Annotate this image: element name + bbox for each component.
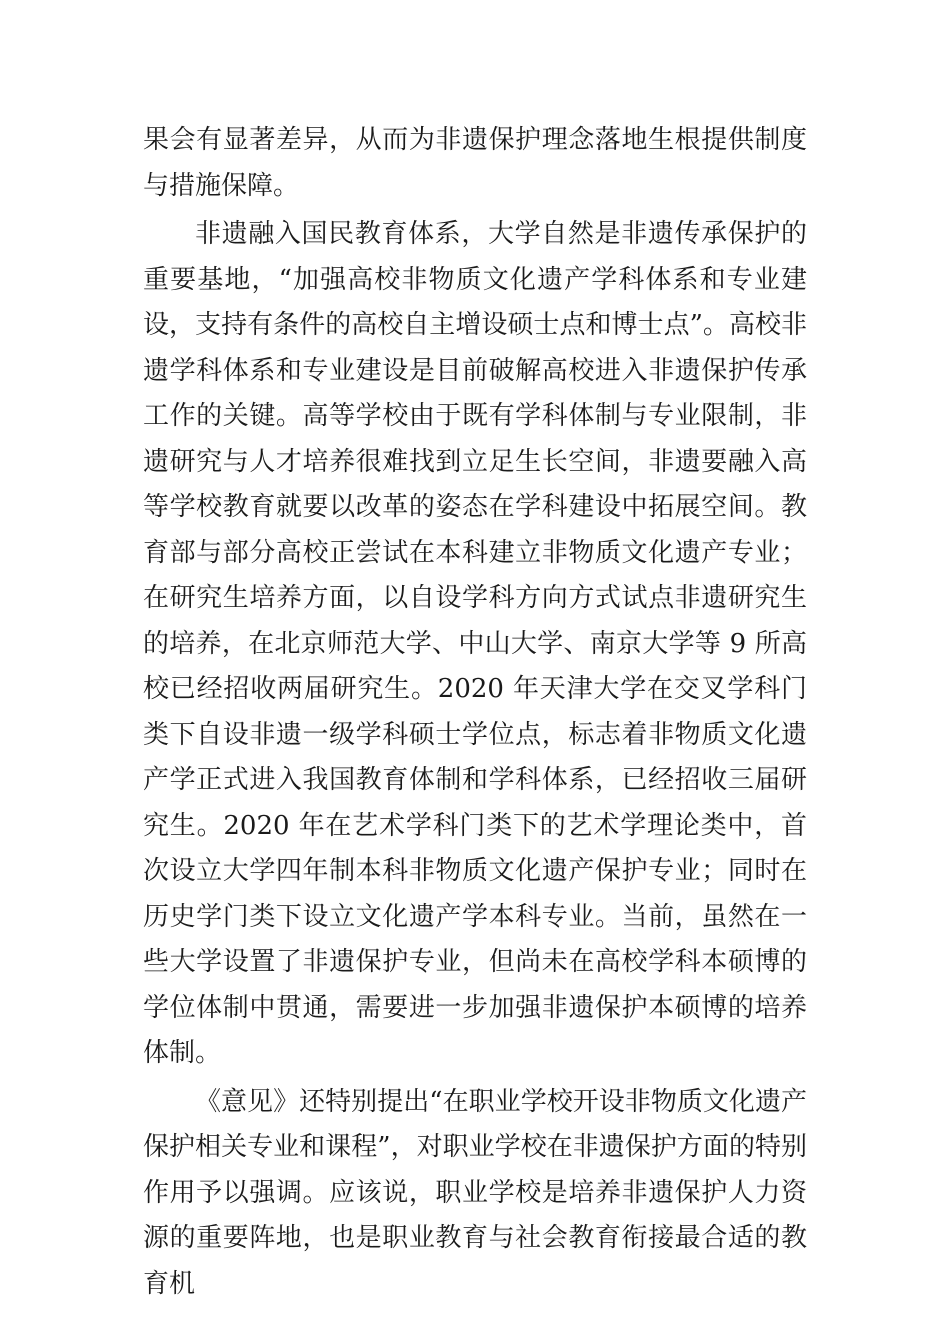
paragraph-vocational-schools: 《意见》还特别提出“在职业学校开设非物质文化遗产保护相关专业和课程”，对职业学校在非遗保护方面的特别作用予以强调。应该说，职业学校是培养非遗保护人力资源的重要阵地，也是职业教育与社会教育衔接最合适的教育机 — [143, 1086, 807, 1299]
document-body — [143, 118, 807, 1310]
paragraph-continuation: 果会有显著差异，从而为非遗保护理念落地生根提供制度与措施保障。 — [143, 125, 807, 201]
paragraph-higher-education: 非遗融入国民教育体系，大学自然是非遗传承保护的重要基地，“加强高校非物质文化遗产学科体系和专业建设，支持有条件的高校自主增设硕士点和博士点”。高校非遗学科体系和专业建设是目前破解高校进入非遗保护传承工作的关键。高等学校由于既有学科体制与专业限制，非遗研究与人才培养很难找到立足生长空间，非遗要融入高等学校教育就要以改革的姿态在学科建设中拓展空间。教育部与部分高校正尝试在本科建立非物质文化遗产专业；在研究生培养方面，以自设学科方向方式试点非遗研究生的培养，在北京师范大学、中山大学、南京大学等 9 所高校已经招收两届研究生。2020 年天津大学在交叉学科门类下自设非遗一级学科硕士学位点，标志着非物质文化遗产学正式进入我国教育体制和学科体系，已经招收三届研究生。2020 年在艺术学科门类下的艺术学理论类中，首次设立大学四年制本科非物质文化遗产保护专业；同时在历史学门类下设立文化遗产学本科专业。当前，虽然在一些大学设置了非遗保护专业，但尚未在高校学科本硕博的学位体制中贯通，需要进一步加强非遗保护本硕博的培养体制。 — [143, 219, 807, 1068]
